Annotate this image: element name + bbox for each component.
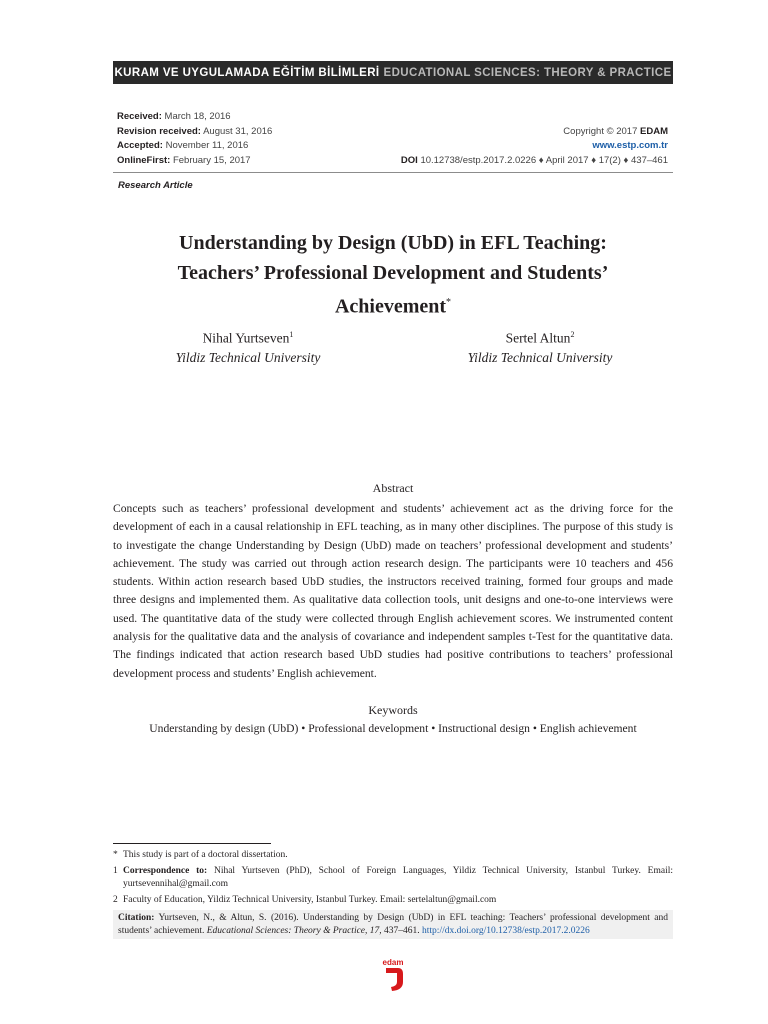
author-name: Nihal Yurtseven	[202, 330, 290, 346]
edam-logo-icon	[378, 956, 408, 992]
title-footnote-mark: *	[446, 297, 452, 308]
footnote	[113, 849, 673, 862]
edam-logo	[378, 956, 408, 992]
volume: 17(2)	[598, 154, 621, 166]
author-footnote-mark: 2	[570, 330, 575, 339]
article-dates	[117, 110, 272, 168]
pages: 437–461	[631, 154, 668, 166]
accepted-label: Accepted:	[117, 140, 163, 151]
separator: ♦	[591, 154, 597, 166]
journal-info	[401, 110, 668, 168]
citation-label: Citation:	[118, 913, 155, 923]
footnote-mark: *	[113, 850, 118, 860]
footnote-bold-label: Correspondence to:	[123, 866, 208, 876]
received-label: Received:	[117, 111, 162, 122]
footnotes	[113, 849, 673, 910]
onlinefirst-label: OnlineFirst:	[117, 154, 171, 166]
onlinefirst-date: February 15, 2017	[172, 154, 251, 166]
citation-pages: 437–461.	[384, 925, 420, 936]
issue-date: April 2017	[545, 154, 589, 166]
footnote	[113, 865, 673, 891]
received-date: March 18, 2016	[164, 111, 231, 122]
journal-banner	[113, 61, 673, 84]
keywords-heading: Keywords	[368, 703, 418, 717]
title-line: Achievement	[334, 295, 447, 318]
author-footnote-mark: 1	[289, 330, 294, 339]
copyright: Copyright © 2017	[563, 125, 638, 137]
footnote	[113, 894, 673, 907]
author-affiliation: Yildiz Technical University	[467, 349, 613, 365]
doi: 10.12738/estp.2017.2.0226	[420, 154, 537, 166]
journal-name-en: EDUCATIONAL SCIENCES: THEORY & PRACTICE	[383, 66, 672, 79]
citation-box	[113, 910, 673, 939]
accepted-date: November 11, 2016	[165, 140, 249, 151]
keywords-list: Understanding by design (UbD) • Professional development • Instructional design • English achievement	[149, 722, 637, 735]
doi-label: DOI	[400, 154, 418, 166]
author-1	[108, 325, 388, 367]
header-rule	[113, 172, 673, 173]
logo-text: edam	[382, 958, 404, 967]
author-name: Sertel Altun	[505, 330, 571, 346]
footnote-text: Faculty of Education, Yildiz Technical University, Istanbul Turkey. Email: sertelaltun@gmail.com	[123, 895, 497, 905]
journal-url-link[interactable]: www.estp.com.tr	[592, 140, 668, 151]
separator: ♦	[623, 154, 629, 166]
footnote-mark: 2	[113, 895, 118, 905]
footnote-text: This study is part of a doctoral dissertation.	[123, 850, 288, 860]
logo-mark	[386, 968, 403, 991]
abstract-text: Concepts such as teachers’ professional development and students’ achievement act as the driving force for the development of each in a causal relationship in EFL teaching, as in many other disciplines. The purpose of this study is to investigate the change Understanding by Design (UbD) made on teachers’ professional development and students’ achievement. The study was carried out through action research design. The participants were 10 teachers and 456 students. Within action research based UbD studies, the instructors received training, formed four groups and made three designs and implemented them. As qualitative data collection tools, unit designs and one-to-one interviews were used. The quantitative data of the study were collected through English achievement scores. We instrumented content analysis for the qualitative data and the analysis of covariance and independent samples t-Test for the quantitative data. The findings indicated that action research based UbD studies had positive contributions to teachers’ professional development process and students’ English achievement.	[113, 502, 673, 680]
separator: ♦	[538, 154, 544, 166]
citation-journal: Educational Sciences: Theory & Practice, 17,	[206, 925, 382, 936]
journal-name-tr: KURAM VE UYGULAMADA EĞİTİM BİLİMLERİ	[114, 66, 380, 79]
article-title	[113, 228, 673, 322]
article-type: Research Article	[118, 180, 193, 191]
abstract-heading: Abstract	[372, 481, 414, 495]
citation-doi-link[interactable]: http://dx.doi.org/10.12738/estp.2017.2.0226	[422, 925, 590, 936]
footnote-rule	[113, 843, 271, 844]
footnote-text: Nihal Yurtseven (PhD), School of Foreign Languages, Yildiz Technical University, Istanbul Turkey. Email: yurtsevennihal@gmail.com	[123, 866, 674, 889]
citation-text: Yurtseven, N., & Altun, S. (2016). Understanding by Design (UbD) in EFL teaching: Teachers’ professional development and students’ achievement.	[118, 913, 668, 936]
author-affiliation: Yildiz Technical University	[175, 349, 321, 365]
title-line: Teachers’ Professional Development and Students’	[177, 262, 609, 284]
footnote-mark: 1	[113, 866, 118, 876]
author-2	[400, 325, 680, 367]
revision-label: Revision received:	[117, 125, 201, 137]
title-line: Understanding by Design (UbD) in EFL Teaching:	[179, 232, 607, 254]
publisher: EDAM	[640, 125, 668, 137]
revision-date: August 31, 2016	[203, 125, 273, 137]
